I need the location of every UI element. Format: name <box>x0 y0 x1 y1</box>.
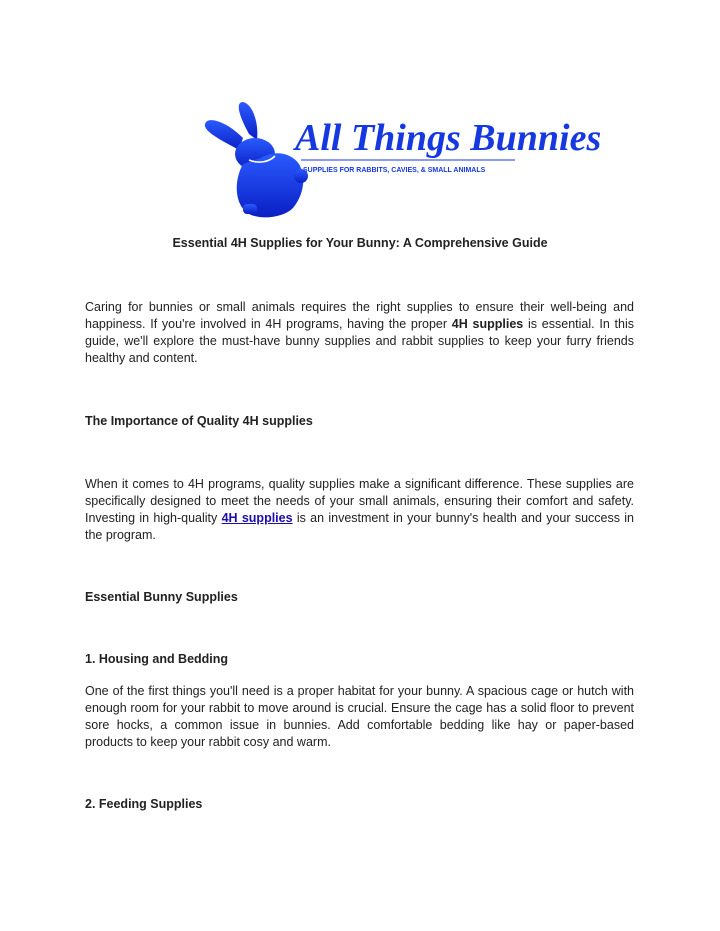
supplies-link[interactable]: 4H supplies <box>221 511 293 525</box>
rabbit-icon <box>205 102 308 217</box>
intro-keyword: 4H supplies <box>451 317 524 331</box>
importance-heading: The Importance of Quality 4H supplies <box>85 414 313 428</box>
housing-paragraph: One of the first things you'll need is a proper habitat for your bunny. A spacious cage or hutch with enough room for your rabbit to move around is crucial. Ensure the cage has a solid floor to prevent sore hocks, a common issue in bunnies. Add comfortable bedding like hay or paper-based products to keep your rabbit cosy and warm. <box>85 684 634 749</box>
housing-heading: 1. Housing and Bedding <box>85 652 229 666</box>
brand-logo <box>203 98 602 220</box>
intro-text-start: Caring for bunnies or small animals requires the right supplies to ensure their well-being and happiness. If you're involved in 4H programs, having the proper <box>85 300 634 331</box>
intro-text-end: is essential. In this guide, we'll explore the must-have bunny supplies and rabbit supplies to keep your furry friends healthy and content. <box>85 317 634 365</box>
importance-text-end: is an investment in your bunny's health and your success in the program. <box>85 511 634 542</box>
essential-supplies-heading: Essential Bunny Supplies <box>85 590 238 604</box>
brand-tagline: SUPPLIES FOR RABBITS, CAVIES, & SMALL ANIMALS <box>303 167 486 174</box>
brand-name: All Things Bunnies <box>295 117 602 159</box>
intro-paragraph <box>85 299 634 367</box>
feeding-heading: 2. Feeding Supplies <box>85 797 203 811</box>
importance-text-start: When it comes to 4H programs, quality supplies make a significant difference. These supplies are specifically designed to meet the needs of your small animals, ensuring their comfort and safety. Investing in high-quality <box>85 477 634 525</box>
importance-paragraph <box>85 476 634 544</box>
document-title: Essential 4H Supplies for Your Bunny: A Comprehensive Guide <box>172 236 548 250</box>
